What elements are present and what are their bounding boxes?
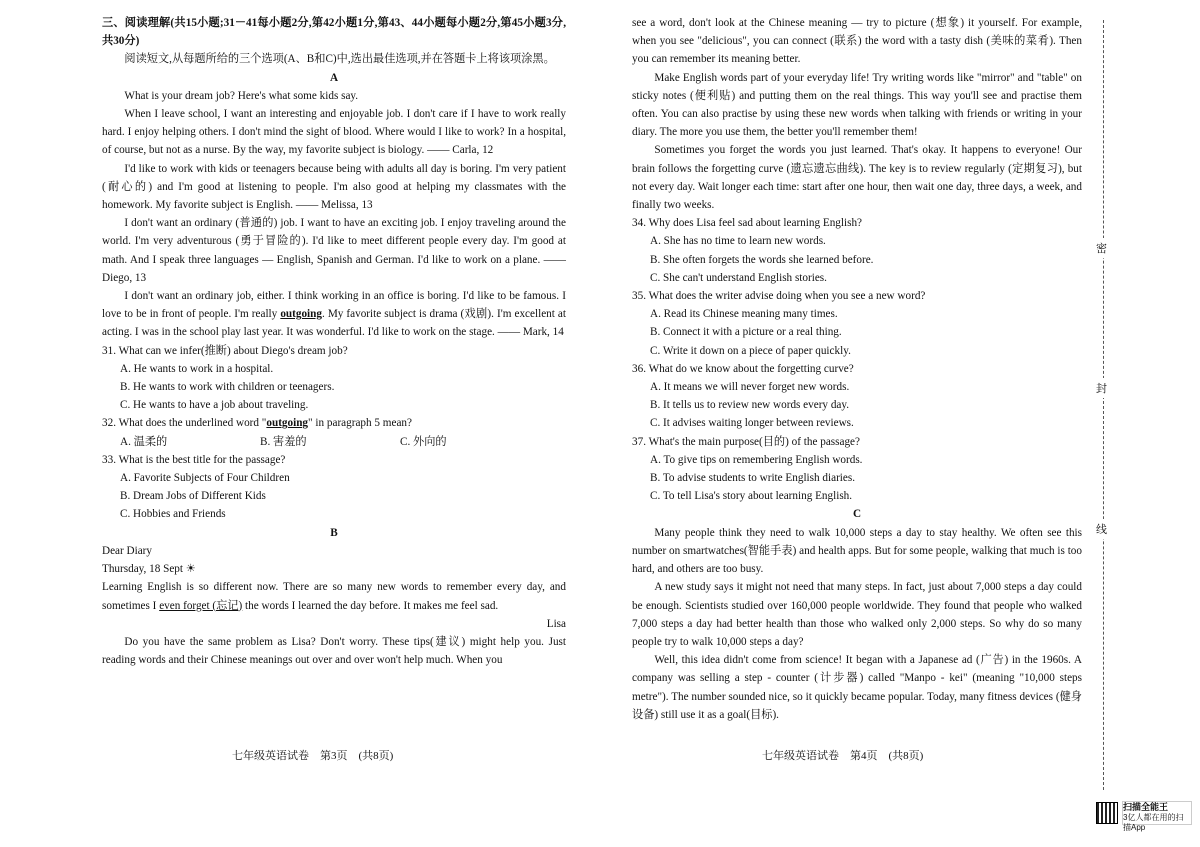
option: C. She can't understand English stories. [650,271,827,284]
option: A. It means we will never forget new words. [650,381,850,394]
instructions: 阅读短文,从每题所给的三个选项(A、B和C)中,选出最佳选项,并在答题卡上将该项涂黑。 [124,53,555,66]
underlined-word: outgoing [280,308,322,321]
option: A. Favorite Subjects of Four Children [120,472,290,485]
option: B. 害羞的 [260,435,307,448]
passage-c-paragraph: A new study says it might not need that many steps. In fact, just about 7,000 steps a day could be enough. Scientists studied over 160,000 people worldwide. They found that people who walked 7,000 steps a day had better health than those who walked only 2,000 steps. So why do so many people try to walk 10,000 steps a day? [632,581,1082,648]
option: C. Write it down on a piece of paper quickly. [650,344,851,357]
diary-signature: Lisa [546,617,566,630]
question-35: 35. What does the writer advise doing when you see a new word? [632,290,926,303]
passage-c-letter: C [852,508,862,521]
diary-date: Thursday, 18 Sept ☀ [102,563,196,576]
question-33: 33. What is the best title for the passage? [102,453,286,466]
right-page [632,14,1082,724]
option: C. 外向的 [400,435,447,448]
option: B. Dream Jobs of Different Kids [120,490,266,503]
option: C. He wants to have a job about traveling. [120,399,309,412]
question-32-options [120,433,566,451]
passage-a-intro: What is your dream job? Here's what some kids say. [124,89,359,102]
passage-a-paragraph: When I leave school, I want an interesting and enjoyable job. I don't care if I have to work really hard. I enjoy helping others. I don't mind the sight of blood. Where would I like to work? In a hospital, of course, but not as a nurse. By the way, my favorite subject is biology. —— Carla, 12 [102,108,566,157]
sun-icon: ☀ [185,563,196,576]
option: A. 温柔的 [120,435,168,448]
passage-b-continued: see a word, don't look at the Chinese meaning — try to picture (想象) it yourself. For example, when you see "delicious", you can connect (联系) the word with a tasty dish (美味的菜肴). Then you can remember its meaning better. [632,17,1082,66]
binding-mark: 封 [1096,378,1107,398]
passage-c-paragraph: Well, this idea didn't come from science! It began with a Japanese ad (广告) in the 1960s. A company was selling a step - counter (计步器) called "Manpo - kei" (meaning "10,000 steps metre"). The number sounded nice, so it quickly became popular. Today, many fitness devices (健身设备) still use it as a goal(目标). [632,654,1082,721]
binding-mark: 线 [1096,519,1107,539]
binding-mark: 密 [1096,238,1107,258]
option: B. It tells us to review new words every day. [650,399,850,412]
passage-a-paragraph: I don't want an ordinary (普通的) job. I want to have an exciting job. I enjoy traveling around the world. I'm very adventurous (勇于冒险的). I'd like to meet different people every day. I'm good at math. And I speak three languages — English, Spanish and German. I'd like to work on a plane. —— Diego, 13 [102,217,566,284]
diary-heading: Dear Diary [102,544,153,557]
passage-a-letter: A [329,71,339,84]
scanner-watermark: 扫描全能王 3亿人都在用的扫描App [1122,801,1192,825]
option: B. He wants to work with children or teenagers. [120,381,335,394]
question-37: 37. What's the main purpose(目的) of the passage? [632,435,860,448]
left-page [102,14,566,669]
page-footer: 七年级英语试卷 第3页 (共8页) [232,750,394,762]
option: A. She has no time to learn new words. [650,235,826,248]
option: C. It advises waiting longer between reviews. [650,417,854,430]
question-32: 32. What does the underlined word "outgoing" in paragraph 5 mean? [102,417,412,430]
question-34: 34. Why does Lisa feel sad about learning English? [632,217,863,230]
option: A. Read its Chinese meaning many times. [650,308,838,321]
binding-line [1103,20,1104,790]
diary-body: Learning English is so different now. There are so many new words to remember every day, and sometimes I even forget (忘记) the words I learned the day before. It makes me feel sad. [102,581,566,612]
qr-code-icon [1096,802,1118,824]
question-36: 36. What do we know about the forgetting curve? [632,362,854,375]
passage-b-letter: B [330,526,338,539]
option: A. He wants to work in a hospital. [120,362,274,375]
option: C. Hobbies and Friends [120,508,226,521]
passage-a-paragraph: I'd like to work with kids or teenagers because being with adults all day is boring. I'm very patient (耐心的) and I'm good at listening to people. I'm also good at helping my classmates with the homework. My favorite subject is English. —— Melissa, 13 [102,162,566,212]
option: A. To give tips on remembering English words. [650,453,863,466]
passage-b-advice: Do you have the same problem as Lisa? Don't worry. These tips(建议) might help you. Just reading words and their Chinese meanings out over and over won't help much. When you [102,635,566,667]
option: C. To tell Lisa's story about learning English. [650,490,853,503]
passage-b-paragraph: Sometimes you forget the words you just learned. That's okay. It happens to everyone! Our brain follows the forgetting curve (遗忘遗忘曲线). The key is to review regularly (定期复习), but not every day. Wait longer each time: start after one hour, then wait one day, three days, a week, and finally two weeks. [632,144,1082,212]
passage-b-paragraph: Make English words part of your everyday life! Try writing words like "mirror" and "table" on sticky notes (便利贴) and putting them on the real things. This way you'll see and practise them often. You can also practise by using these new words when talking with friends or writing in your diary. The more you use them, the better you'll remember them! [632,71,1082,139]
passage-c-paragraph: Many people think they need to walk 10,000 steps a day to stay healthy. We often see this number on smartwatches(智能手表) and health apps. But for some people, walking that much is too hard, and others are too busy. [632,526,1082,576]
page-footer: 七年级英语试卷 第4页 (共8页) [762,750,924,762]
option: B. Connect it with a picture or a real thing. [650,326,842,339]
question-31: 31. What can we infer(推断) about Diego's dream job? [102,344,348,357]
section-header: 三、阅读理解(共15小题;31－41每小题2分,第42小题1分,第43、44小题每小题2分,第45小题3分,共30分) [102,17,566,48]
passage-a-paragraph-5: I don't want an ordinary job, either. I think working in an office is boring. I'd like to be famous. I love to be in front of people. I'm really outgoing. My favorite subject is drama (戏剧). I'm excellent at acting. I was in the school play last year. It was wonderful. I'd like to work on the stage. —— Mark, 14 [102,290,566,339]
option: B. She often forgets the words she learned before. [650,253,874,266]
option: B. To advise students to write English diaries. [650,472,856,485]
